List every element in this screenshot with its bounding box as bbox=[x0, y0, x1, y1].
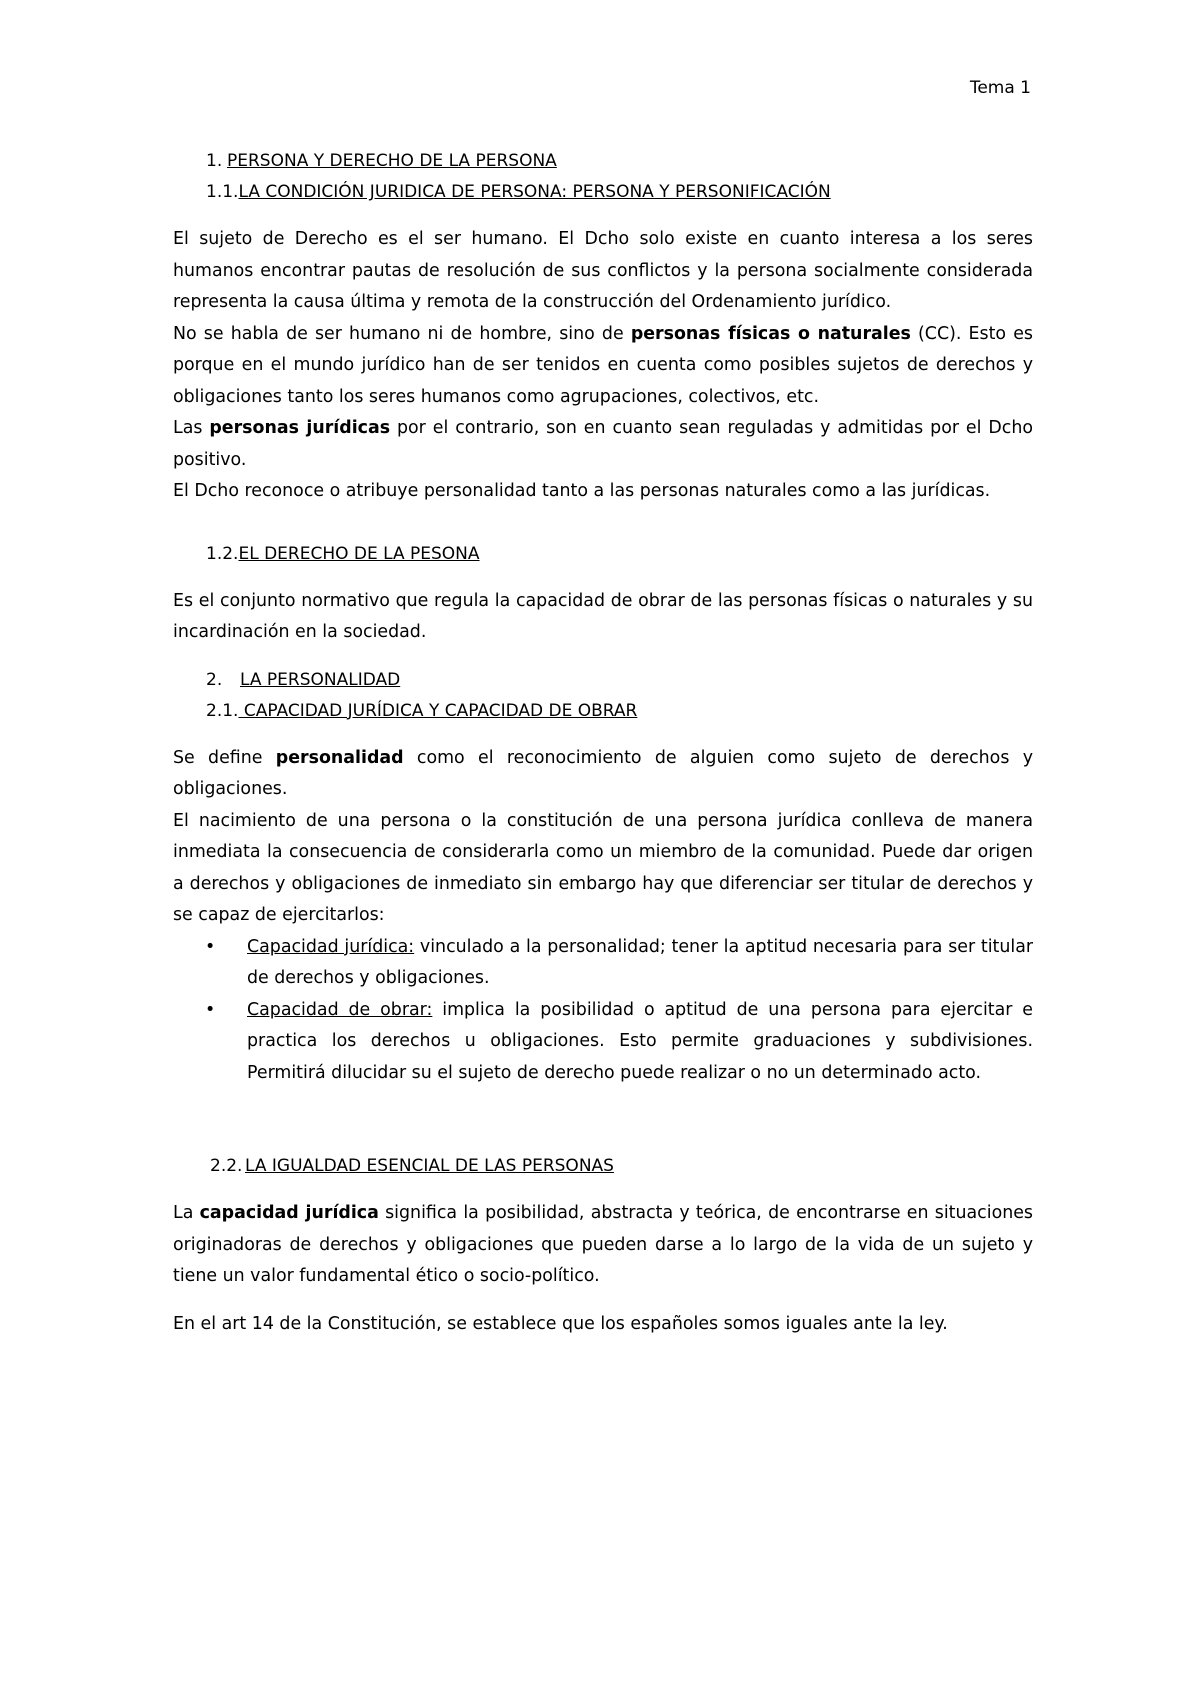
page-header: Tema 1 bbox=[969, 78, 1031, 98]
heading-number: 2.2. bbox=[210, 1156, 243, 1176]
heading-section-1-2 bbox=[173, 539, 1033, 570]
heading-number: 1.1. bbox=[206, 182, 239, 202]
heading-number: 2. bbox=[206, 669, 223, 690]
paragraph: Las personas jurídicas por el contrario, son en cuanto sean reguladas y admitidas por el Dcho positivo. bbox=[173, 418, 1034, 470]
list-item bbox=[173, 995, 1033, 1090]
heading-section-2 bbox=[173, 665, 1033, 696]
heading-number: 1.2. bbox=[206, 543, 239, 564]
bullet-term: Capacidad de obrar: bbox=[247, 999, 433, 1020]
list-item bbox=[173, 932, 1033, 995]
bold-term: personas jurídicas bbox=[209, 418, 391, 438]
bold-term: personalidad bbox=[275, 747, 404, 768]
heading-title: EL DERECHO DE LA PESONA bbox=[238, 543, 480, 564]
heading-title: LA PERSONALIDAD bbox=[240, 669, 401, 690]
heading-section-1 bbox=[173, 146, 1033, 177]
paragraph: El Dcho reconoce o atribuye personalidad tanto a las personas naturales como a las jurídicas. bbox=[173, 481, 991, 501]
bullet-list bbox=[173, 932, 1033, 1090]
paragraph: La capacidad jurídica significa la posibilidad, abstracta y teórica, de encontrarse en situaciones originadoras de derechos y obligaciones que pueden darse a lo largo de la vida de un sujeto y tiene un valor fundamental ético o socio-político. bbox=[173, 1203, 1033, 1286]
heading-number: 1. bbox=[206, 151, 223, 171]
heading-section-2-2 bbox=[173, 1151, 1033, 1182]
bullet-icon: • bbox=[205, 936, 216, 957]
bullet-term: Capacidad jurídica: bbox=[247, 936, 415, 957]
bullet-text: implica la posibilidad o aptitud de una persona para ejercitar e practica los derechos u obligaciones. Esto permite graduaciones y subdivisiones. Permitirá dilucidar su el sujeto de derecho puede realizar o no un determinado acto. bbox=[247, 999, 1033, 1083]
bullet-text: vinculado a la personalidad; tener la aptitud necesaria para ser titular de derechos y obligaciones. bbox=[247, 936, 1034, 988]
heading-title: CAPACIDAD JURÍDICA Y CAPACIDAD DE OBRAR bbox=[238, 700, 638, 721]
heading-section-1-1 bbox=[173, 177, 1033, 208]
heading-title: PERSONA Y DERECHO DE LA PERSONA bbox=[227, 151, 557, 171]
paragraph: El sujeto de Derecho es el ser humano. El Dcho solo existe en cuanto interesa a los seres humanos encontrar pautas de resolución de sus conflictos y la persona socialmente considerada representa la causa última y remota de la construcción del Ordenamiento jurídico. bbox=[173, 229, 1033, 312]
bold-term: personas físicas o naturales bbox=[630, 323, 911, 344]
bullet-icon: • bbox=[205, 999, 216, 1020]
paragraph: El nacimiento de una persona o la constitución de una persona jurídica conlleva de manera inmediata la consecuencia de considerarla como un miembro de la comunidad. Puede dar origen a derechos y obligaciones de inmediato sin embargo hay que diferenciar ser titular de derechos y se capaz de ejercitarlos: bbox=[173, 810, 1033, 925]
heading-title: LA CONDICIÓN JURIDICA DE PERSONA: PERSONA Y PERSONIFICACIÓN bbox=[238, 182, 831, 202]
heading-title: LA IGUALDAD ESENCIAL DE LAS PERSONAS bbox=[245, 1156, 614, 1176]
heading-number: 2.1. bbox=[206, 700, 239, 721]
paragraph: Se define personalidad como el reconocimiento de alguien como sujeto de derechos y obligaciones. bbox=[173, 747, 1033, 799]
bold-term: capacidad jurídica bbox=[199, 1203, 379, 1223]
paragraph: En el art 14 de la Constitución, se establece que los españoles somos iguales ante la ley. bbox=[173, 1313, 948, 1334]
document-body bbox=[173, 146, 1033, 1340]
heading-section-2-1 bbox=[173, 696, 1033, 727]
paragraph: No se habla de ser humano ni de hombre, sino de personas físicas o naturales (CC). Esto es porque en el mundo jurídico han de ser tenidos en cuenta como posibles sujetos de derechos y obligaciones tanto los seres humanos como agrupaciones, colectivos, etc. bbox=[173, 323, 1033, 407]
paragraph: Es el conjunto normativo que regula la capacidad de obrar de las personas físicas o naturales y su incardinación en la sociedad. bbox=[173, 590, 1033, 642]
